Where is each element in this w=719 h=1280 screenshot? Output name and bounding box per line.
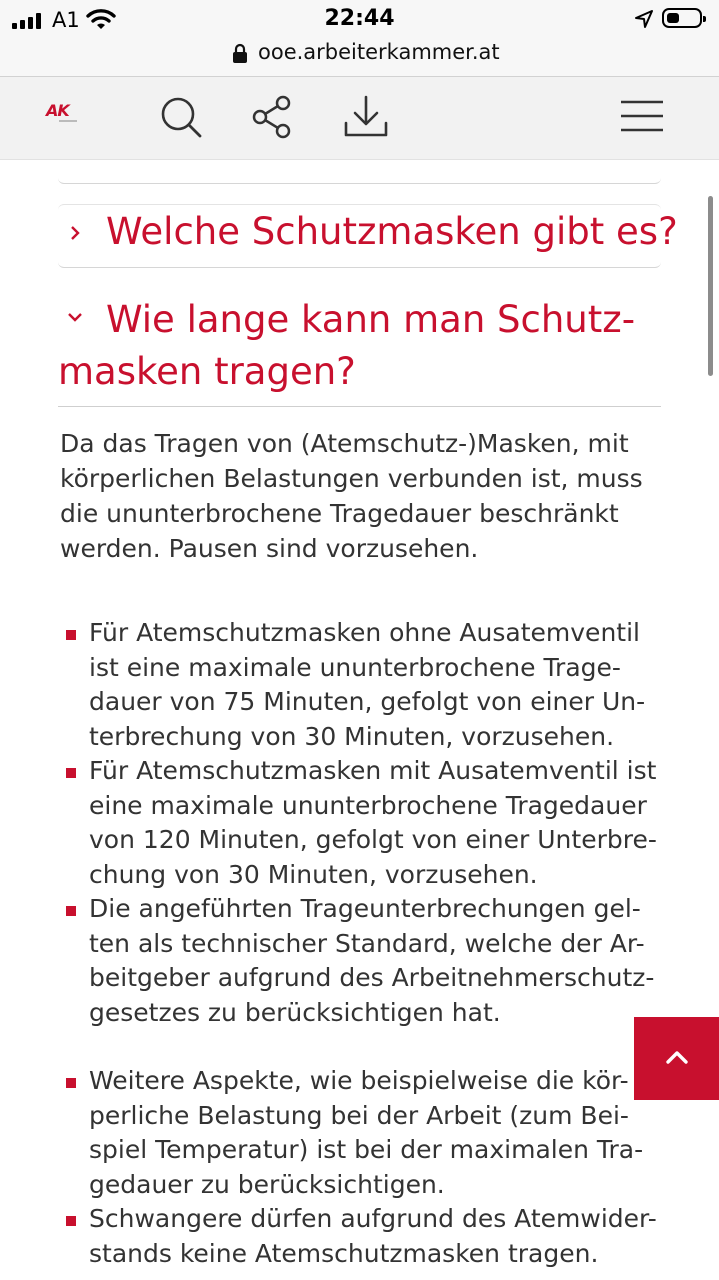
share-button[interactable] — [246, 91, 298, 143]
share-icon — [250, 95, 294, 139]
accordion-item-previous[interactable] — [58, 172, 661, 184]
accordion-title[interactable]: Wie lange kann man Schutz-masken tragen? — [58, 298, 636, 393]
logo-text: AK — [46, 101, 69, 120]
list-item-text: Für Atemschutzmasken mit Ausatemventil ist eine maximale ununterbrochene Tragedauer von 120 Minuten, gefolgt von einer Unterbre-chung von 30 Minuten, vorzusehen. — [89, 756, 657, 889]
url-text[interactable]: ooe.arbeiterkammer.at — [258, 40, 500, 64]
location-icon — [634, 9, 654, 29]
accordion-title[interactable]: Welche Schutzmasken gibt es? — [106, 210, 678, 253]
download-button[interactable] — [340, 91, 392, 143]
list-item — [60, 1064, 660, 1202]
scrollbar-thumb[interactable] — [708, 196, 713, 376]
list-item — [60, 754, 660, 892]
menu-icon — [619, 100, 665, 134]
search-icon — [159, 95, 203, 139]
lock-icon — [232, 42, 248, 64]
battery-icon — [662, 8, 702, 28]
url-bar[interactable] — [0, 38, 719, 77]
bullet-list — [60, 616, 660, 1271]
list-item — [60, 892, 660, 1030]
list-item-text: Weitere Aspekte, wie beispielweise die kör-perliche Belastung bei der Arbeit (zum Bei-spiel Temperatur) ist bei der maximalen Tra-gedauer zu berücksichtigen. — [89, 1066, 644, 1199]
clock: 22:44 — [324, 6, 395, 31]
status-bar — [0, 0, 719, 38]
article-content — [0, 160, 719, 1280]
list-item — [60, 1202, 660, 1271]
list-item-text: Für Atemschutzmasken ohne Ausatemventil ist eine maximale ununterbrochene Trage-dauer von 75 Minuten, gefolgt von einer Un-terbrechung von 30 Minuten, vorzusehen. — [89, 618, 646, 751]
list-item-text: Die angeführten Trageunterbrechungen gel-ten als technischer Standard, welche der Ar-beitgeber aufgrund des Arbeitnehmerschutz-gesetzes zu berücksichtigen hat. — [89, 894, 655, 1027]
chevron-right-icon — [68, 225, 82, 241]
list-item-text: Schwangere dürfen aufgrund des Atemwider-stands keine Atemschutzmasken tragen. — [89, 1204, 657, 1268]
carrier-label: A1 — [52, 8, 80, 32]
accordion-item-schutzmasken-arten[interactable] — [58, 204, 678, 268]
accordion-item-tragedauer[interactable] — [58, 290, 661, 407]
site-toolbar — [0, 77, 719, 160]
download-icon — [343, 95, 389, 139]
back-to-top-button[interactable] — [634, 1017, 719, 1100]
list-item — [60, 616, 660, 754]
menu-button[interactable] — [616, 91, 668, 143]
intro-paragraph: Da das Tragen von (Atemschutz-)Masken, mit körperlichen Belastungen verbunden ist, muss die ununterbrochene Tragedauer beschränkt werden. Pausen sind vorzusehen. — [60, 429, 643, 563]
ak-logo[interactable] — [46, 101, 92, 135]
chevron-up-icon — [665, 1049, 689, 1065]
search-button[interactable] — [155, 91, 207, 143]
